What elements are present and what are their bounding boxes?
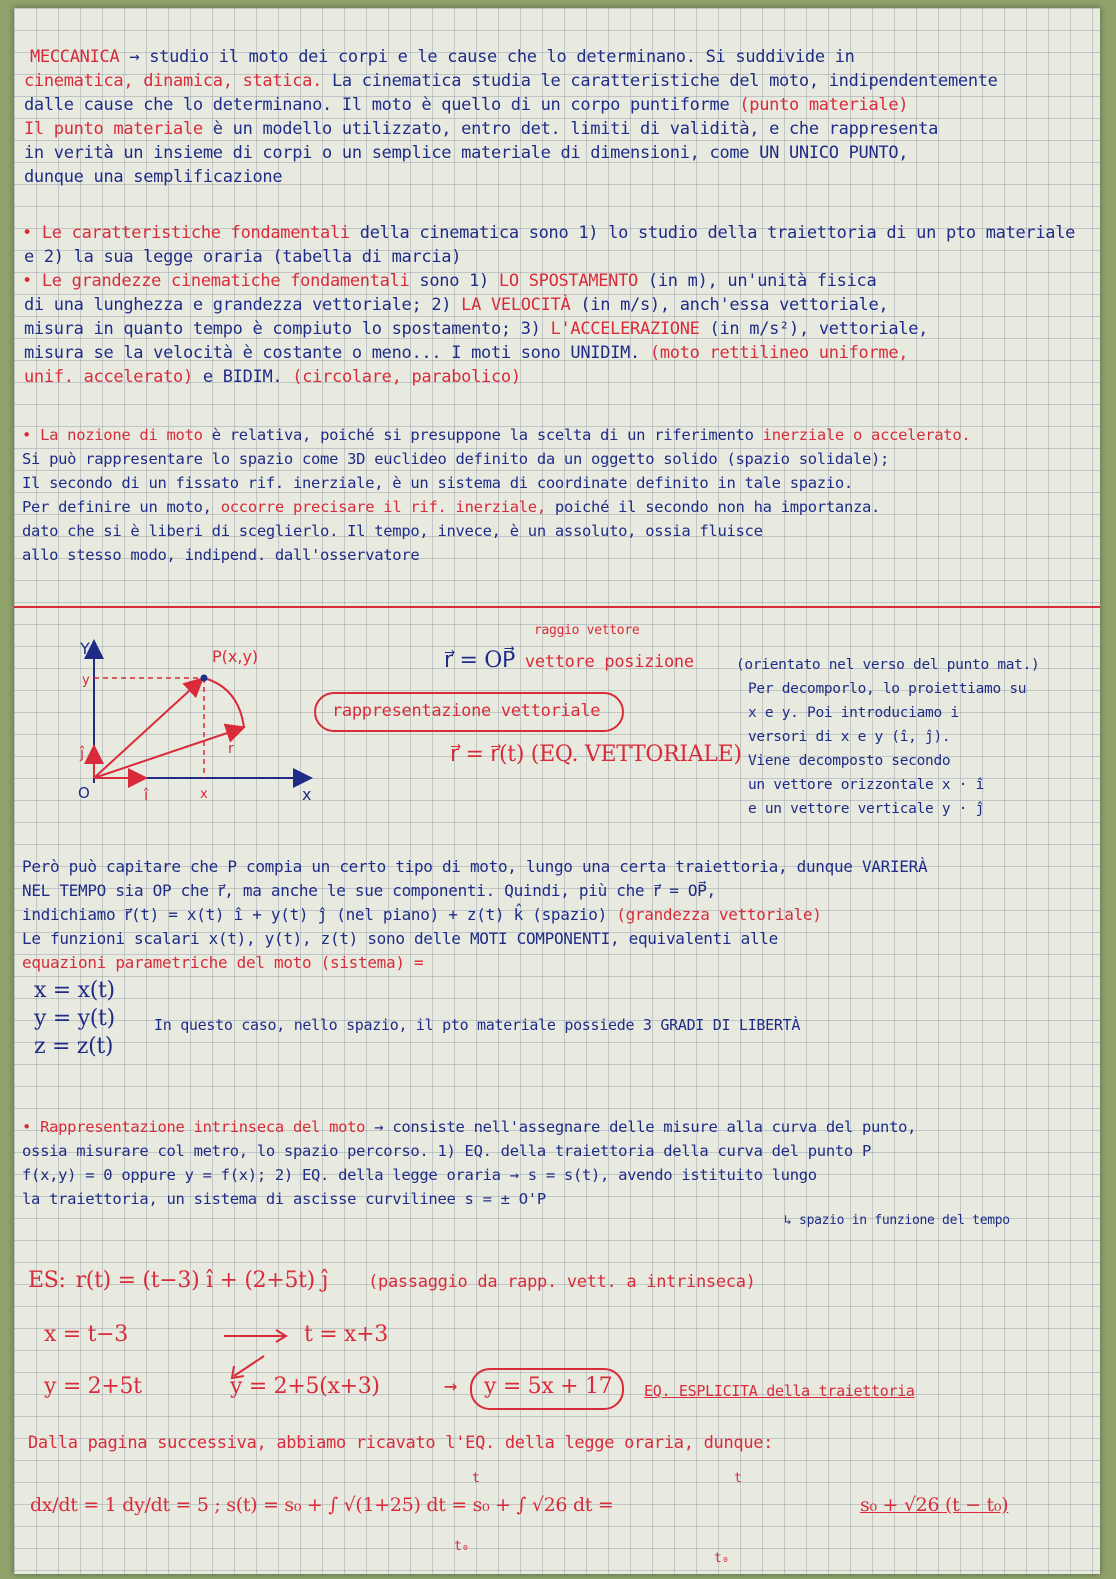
system-eq-x: x = x(t) [34, 978, 115, 1003]
text-line: • Le grandezze cinematiche fondamentali sono 1) LO SPOSTAMENTO (in m), un'unità fisica [22, 271, 877, 291]
rap-vett-label: rappresentazione vettoriale [332, 701, 601, 721]
derivative-line: dx/dt = 1 dy/dt = 5 ; s(t) = s₀ + ∫ √(1+25) dt = s₀ + ∫ √26 dt = [30, 1494, 614, 1516]
trajectory-vector [94, 728, 242, 778]
position-vector-diagram [64, 628, 324, 818]
section-divider [14, 606, 1100, 608]
origin-label: O [78, 784, 90, 802]
raggio-vettore-note: raggio vettore [534, 623, 640, 638]
example-t: t = x+3 [304, 1322, 388, 1347]
position-vector [94, 680, 201, 778]
arrow-symbol: → [444, 1374, 457, 1399]
notebook-page [14, 8, 1100, 1574]
text-line: e 2) la sua legge oraria (tabella di marcia) [24, 247, 462, 267]
text-line: NEL TEMPO sia OP che r⃗, ma anche le sue componenti. Quindi, più che r⃗ = OP⃗, [22, 881, 716, 900]
substitution-arrows [214, 1326, 294, 1386]
text-line: ↳ spazio in funzione del tempo [784, 1213, 1010, 1228]
final-result: s₀ + √26 (t − t₀) [860, 1494, 1009, 1516]
text-line: equazioni parametriche del moto (sistema) = [22, 953, 424, 972]
text-line: e un vettore verticale y · ĵ [748, 801, 985, 817]
trajectory-curve [204, 678, 244, 728]
r-label: r [228, 741, 234, 757]
text-line: unif. accelerato) e BIDIM. (circolare, parabolico) [24, 367, 521, 387]
example-line: ES: r(t) = (t−3) î + (2+5t) ĵ (passaggio da rapp. vett. a intrinseca) [28, 1268, 756, 1293]
example-y: y = 2+5t [44, 1374, 142, 1399]
integral-upper-limit: t [472, 1471, 480, 1486]
y-axis-label: Y [80, 639, 90, 658]
system-eq-z: z = z(t) [34, 1034, 114, 1059]
text-line: x e y. Poi introduciamo i [748, 705, 959, 721]
text-line: misura se la velocità è costante o meno... I moti sono UNIDIM. (moto rettilineo uniforme, [24, 343, 909, 363]
text-line: • La nozione di moto è relativa, poiché si presuppone la scelta di un riferimento inerziale o accelerato. [22, 426, 971, 444]
text-line: Le funzioni scalari x(t), y(t), z(t) sono delle MOTI COMPONENTI, equivalenti alle [22, 929, 778, 948]
text-line: misura in quanto tempo è compiuto lo spostamento; 3) L'ACCELERAZIONE (in m/s²), vettoriale, [24, 319, 929, 339]
text-line: in verità un insieme di corpi o un semplice materiale di dimensioni, come UN UNICO PUNTO, [24, 143, 909, 163]
text-line: allo stesso modo, indipend. dall'osservatore [22, 546, 420, 564]
text-line: • Rappresentazione intrinseca del moto → consiste nell'assegnare delle misure alla curva del punto, [22, 1118, 917, 1136]
j-label: ĵ [80, 744, 85, 762]
y-tick: y [82, 673, 90, 688]
text-line: Per decomporlo, lo proiettiamo su [748, 681, 1027, 697]
i-label: î [144, 786, 149, 804]
text-line: MECCANICA → studio il moto dei corpi e le cause che lo determinano. Si suddivide in [30, 47, 855, 67]
text-line: (orientato nel verso del punto mat.) [736, 657, 1040, 673]
text-line: r⃗ = OP⃗ vettore posizione [444, 648, 694, 673]
text-line: Però può capitare che P compia un certo tipo di moto, lungo una certa traiettoria, dunque VARIERÀ [22, 857, 928, 876]
text-line: Dalla pagina successiva, abbiamo ricavato l'EQ. della legge oraria, dunque: [28, 1433, 774, 1453]
point-p [201, 675, 208, 682]
text-line: Il punto materiale è un modello utilizzato, entro det. limiti di validità, e che rappresenta [24, 119, 939, 139]
text-line: Si può rappresentare lo spazio come 3D euclideo definito da un oggetto solido (spazio solidale); [22, 450, 890, 468]
degrees-of-freedom-note: In questo caso, nello spazio, il pto materiale possiede 3 GRADI DI LIBERTÀ [154, 1016, 801, 1034]
text-line: un vettore orizzontale x · î [748, 777, 985, 793]
text-line: dato che si è liberi di sceglierlo. Il tempo, invece, è un assoluto, ossia fluisce [22, 522, 763, 540]
text-line: di una lunghezza e grandezza vettoriale; 2) LA VELOCITÀ (in m/s), anch'essa vettoriale, [24, 295, 889, 315]
text-line: • Le caratteristiche fondamentali della cinematica sono 1) lo studio della traiettoria di un pto materiale [22, 223, 1076, 243]
integral-upper-limit-2: t [734, 1471, 742, 1486]
text-line: Viene decomposto secondo [748, 753, 951, 769]
x-tick: x [200, 787, 208, 802]
text-line: dalle cause che lo determinano. Il moto è quello di un corpo puntiforme (punto materiale) [24, 95, 909, 115]
text-line: dunque una semplificazione [24, 167, 283, 187]
example-x: x = t−3 [44, 1322, 128, 1347]
text-line: indichiamo r⃗(t) = x(t) î + y(t) ĵ (nel piano) + z(t) k̂ (spazio) (grandezza vettoriale) [22, 905, 822, 924]
x-axis-label: x [302, 785, 312, 804]
text-line: cinematica, dinamica, statica. La cinematica studia le caratteristiche del moto, indipendentemente [24, 71, 998, 91]
point-label: P(x,y) [212, 647, 259, 666]
text-line: la traiettoria, un sistema di ascisse curvilinee s = ± O'P [22, 1190, 546, 1208]
text-line: f(x,y) = 0 oppure y = f(x); 2) EQ. della legge oraria → s = s(t), avendo istituito lungo [22, 1166, 817, 1184]
integral-lower-limit-2: t₀ [714, 1551, 730, 1566]
text-line: versori di x e y (î, ĵ). [748, 729, 951, 745]
system-eq-y: y = y(t) [34, 1006, 115, 1031]
result-equation: y = 5x + 17 [484, 1374, 613, 1399]
integral-lower-limit: t₀ [454, 1539, 470, 1554]
example-y-sub: y = 2+5(x+3) [230, 1374, 380, 1399]
text-line: Per definire un moto, occorre precisare il rif. inerziale, poiché il secondo non ha importanza. [22, 498, 881, 516]
text-line: ossia misurare col metro, lo spazio percorso. 1) EQ. della traiettoria della curva del punto P [22, 1142, 871, 1160]
result-note: EQ. ESPLICITA della traiettoria [644, 1382, 915, 1400]
text-line: Il secondo di un fissato rif. inerziale, è un sistema di coordinate definito in tale spazio. [22, 474, 853, 492]
vector-equation: r⃗ = r⃗(t) (EQ. VETTORIALE) [450, 742, 742, 767]
